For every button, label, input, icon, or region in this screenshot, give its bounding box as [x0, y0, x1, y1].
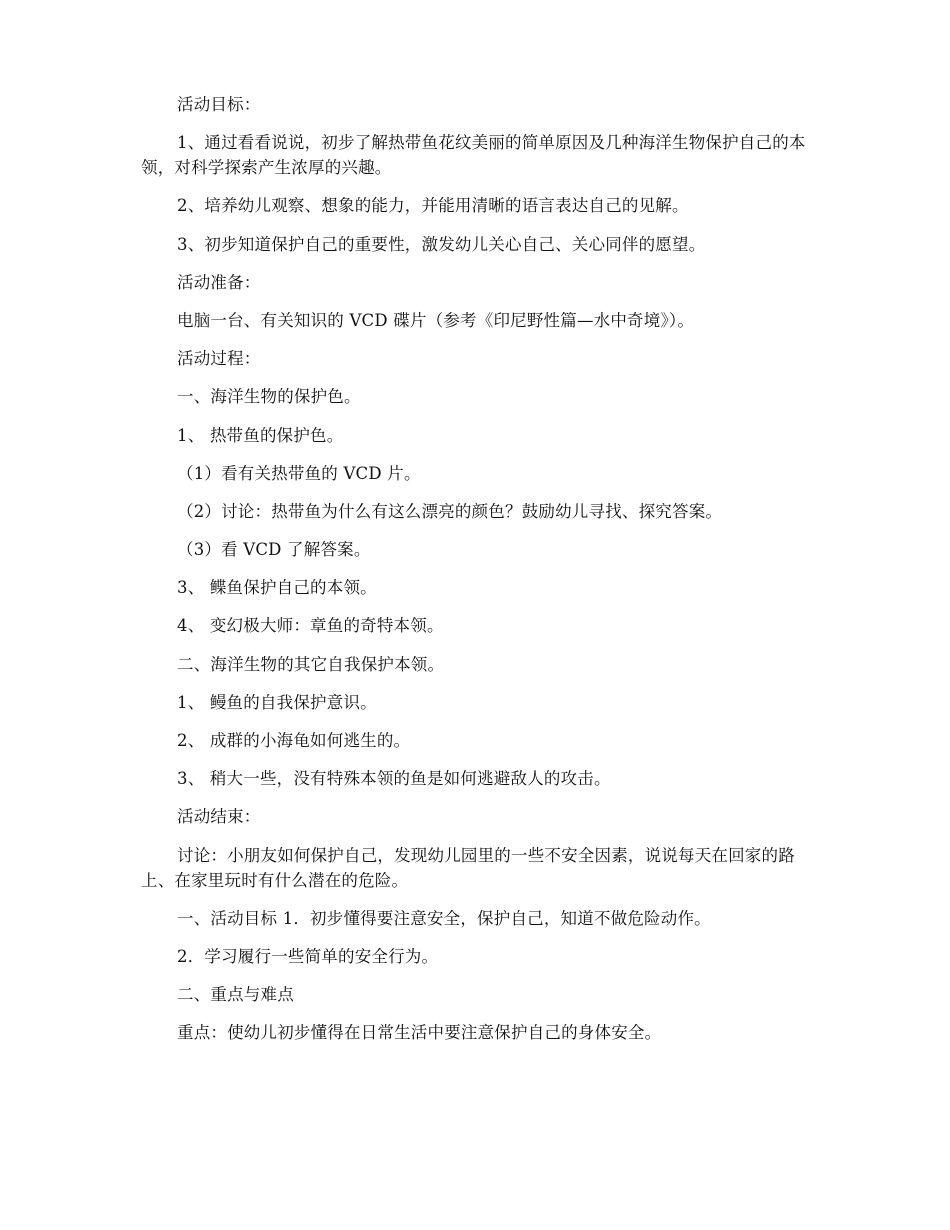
heading-activity-end: 活动结束：	[177, 807, 261, 827]
heading-activity-goals: 活动目标：	[177, 95, 261, 114]
document-body	[141, 92, 809, 1059]
discussion-text: 讨论：小朋友如何保护自己，发现幼儿园里的一些不安全因素，说说每天在回家的路上、在家里玩时有什么潜在的危险。	[141, 845, 795, 890]
process-item-eel: 1、 鳗鱼的自我保护意识。	[177, 692, 377, 712]
process-item-octopus: 4、 变幻极大师：章鱼的奇特本领。	[177, 616, 444, 636]
process-item-turtles: 2、 成群的小海龟如何逃生的。	[177, 731, 411, 750]
goal-item-3: 3、初步知道保护自己的重要性，激发幼儿关心自己、关心同伴的愿望。	[177, 234, 706, 254]
process-section-1: 一、海洋生物的保护色。	[177, 387, 361, 407]
goal-item-2: 2、培养幼儿观察、想象的能力，并能用清晰的语言表达自己的见解。	[177, 196, 689, 216]
process-item-larger-fish: 3、 稍大一些，没有特殊本领的鱼是如何逃避敌人的攻击。	[177, 769, 611, 789]
process-subitem-2: （2）讨论：热带鱼为什么有这么漂亮的颜色？鼓励幼儿寻找、探究答案。	[177, 501, 723, 521]
process-item-tropical-fish: 1、 热带鱼的保护色。	[177, 425, 344, 445]
safety-goal-2: 2．学习履行一些简单的安全行为。	[177, 946, 439, 966]
preparation-text: 电脑一台、有关知识的 VCD 碟片（参考《印尼野性篇—水中奇境》）。	[177, 310, 695, 330]
process-section-2: 二、海洋生物的其它自我保护本领。	[177, 654, 445, 674]
goal-item-1: 1、通过看看说说，初步了解热带鱼花纹美丽的简单原因及几种海洋生物保护自己的本领，对科学探索产生浓厚的兴趣。	[141, 133, 806, 178]
heading-activity-process: 活动过程：	[177, 349, 261, 369]
heading-key-points: 二、重点与难点	[177, 985, 294, 1005]
safety-goal-1: 一、活动目标 1．初步懂得要注意安全，保护自己，知道不做危险动作。	[177, 908, 711, 928]
heading-activity-preparation: 活动准备：	[177, 272, 261, 292]
process-item-flatfish: 3、 鲽鱼保护自己的本领。	[177, 578, 377, 598]
process-subitem-1: （1）看有关热带鱼的 VCD 片。	[177, 463, 421, 483]
key-point-text: 重点：使幼儿初步懂得在日常生活中要注意保护自己的身体安全。	[177, 1023, 662, 1043]
process-subitem-3: （3）看 VCD 了解答案。	[177, 540, 371, 560]
